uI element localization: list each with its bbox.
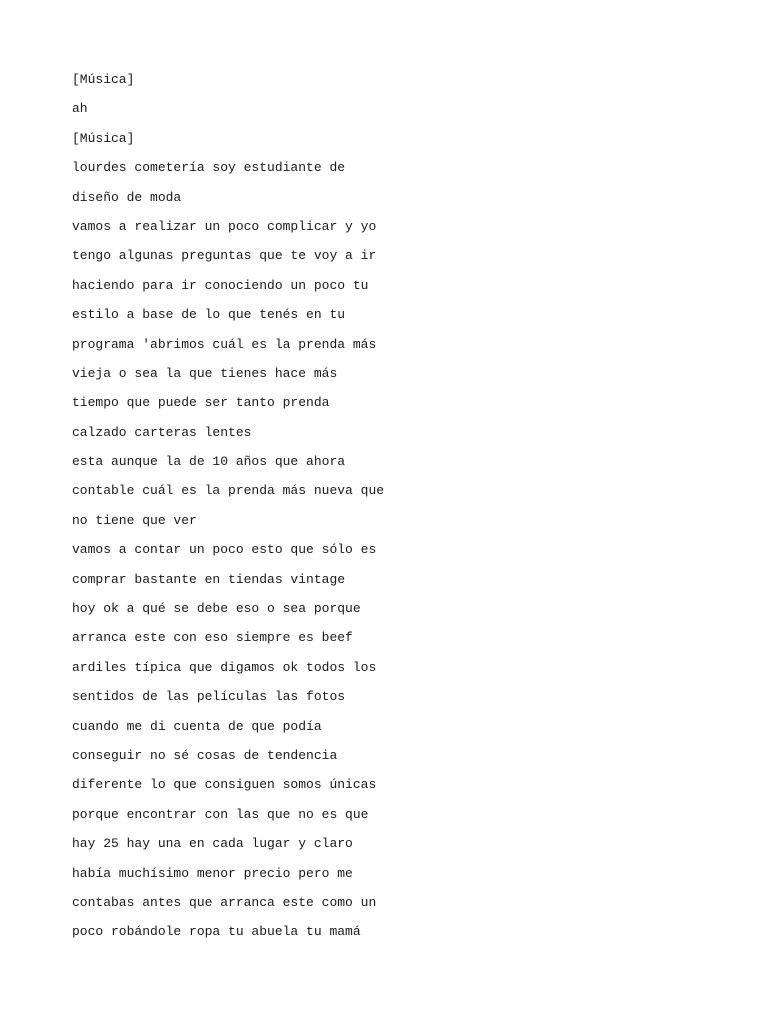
transcript-line: [Música] (72, 72, 135, 87)
transcript-line: porque encontrar con las que no es que (72, 806, 369, 822)
transcript-line: ardiles típica que digamos ok todos los (72, 659, 377, 675)
transcript-line: sentidos de las películas las fotos (72, 689, 346, 705)
transcript-line: ah (72, 101, 88, 117)
transcript-line: hoy ok a qué se debe eso o sea porque (72, 601, 361, 617)
transcript-line: contabas antes que arranca este como un (72, 894, 377, 910)
transcript-line: poco robándole ropa tu abuela tu mamá (72, 924, 361, 940)
transcript-line: conseguir no sé cosas de tendencia (72, 747, 338, 763)
transcript-line: había muchísimo menor precio pero me (72, 865, 353, 881)
transcript-line: haciendo para ir conociendo un poco tu (72, 277, 369, 293)
transcript-line: cuando me di cuenta de que podía (72, 718, 322, 734)
transcript-line: contable cuál es la prenda más nueva que (72, 483, 385, 499)
transcript-line: programa 'abrimos cuál es la prenda más (72, 336, 377, 352)
transcript-line: diseño de moda (72, 189, 182, 205)
transcript-line: esta aunque la de 10 años que ahora (72, 454, 346, 470)
transcript-line: calzado carteras lentes (72, 424, 252, 440)
transcript-line: diferente lo que consiguen somos únicas (72, 777, 377, 793)
transcript-line: tengo algunas preguntas que te voy a ir (72, 248, 377, 264)
transcript-line: vamos a contar un poco esto que sólo es (72, 542, 377, 558)
transcript-line: [Música] (72, 130, 135, 146)
transcript-line: arranca este con eso siempre es beef (72, 630, 353, 646)
transcript-text (72, 70, 384, 952)
transcript-line: tiempo que puede ser tanto prenda (72, 395, 330, 411)
transcript-line: comprar bastante en tiendas vintage (72, 571, 346, 587)
transcript-line: vieja o sea la que tienes hace más (72, 365, 338, 381)
transcript-line: lourdes cometería soy estudiante de (72, 160, 346, 176)
transcript-line: no tiene que ver (72, 512, 197, 528)
transcript-line: vamos a realizar un poco complicar y yo (72, 218, 377, 234)
transcript-line: estilo a base de lo que tenés en tu (72, 307, 346, 323)
transcript-line: hay 25 hay una en cada lugar y claro (72, 836, 353, 852)
